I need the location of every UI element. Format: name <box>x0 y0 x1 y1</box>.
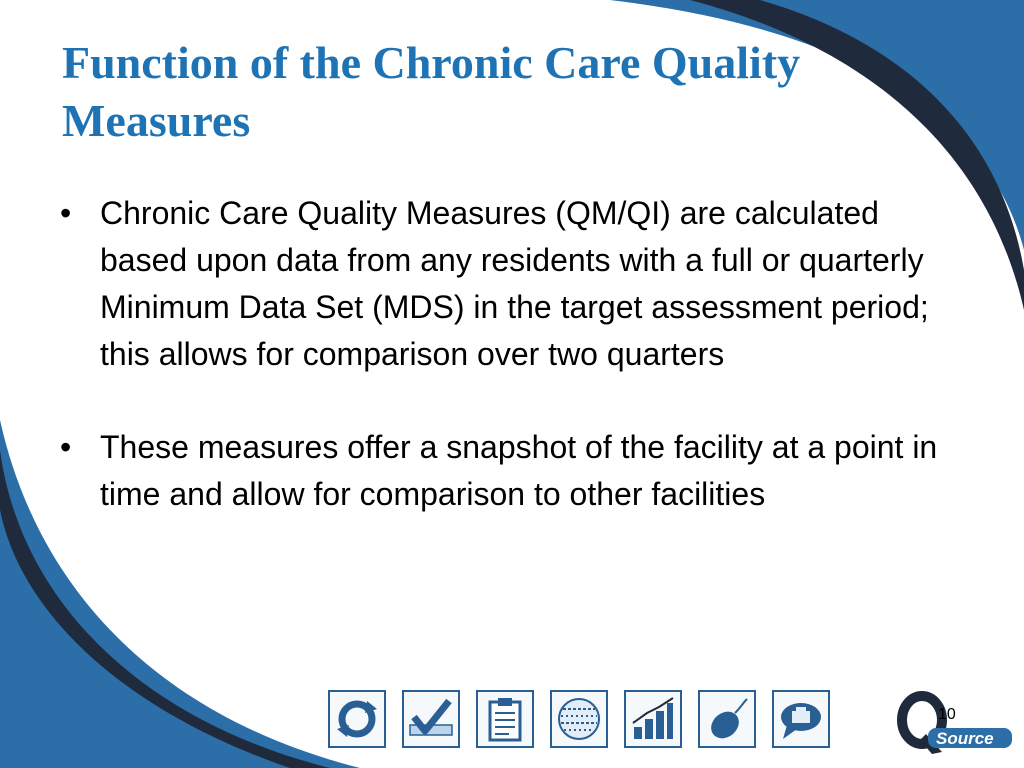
bullet-item <box>60 190 940 378</box>
bullet-list <box>60 190 940 518</box>
clipboard-button[interactable] <box>476 690 534 748</box>
bullet-text: Chronic Care Quality Measures (QM/QI) are calculated based upon data from any residents with a full or quarterly Minimum Data Set (MDS) in the target assessment period; this allows for comparison over two quarters <box>100 195 929 372</box>
checkmark-ruler-button[interactable] <box>402 690 460 748</box>
cycle-arrows-button[interactable] <box>328 690 386 748</box>
bullet-item <box>60 424 940 518</box>
bar-chart-button[interactable] <box>624 690 682 748</box>
q-source-logo <box>896 690 1016 756</box>
cycle-arrows-icon <box>333 695 381 743</box>
mouse-icon <box>703 695 751 743</box>
icon-toolbar <box>328 690 846 748</box>
checkmark-ruler-icon <box>407 695 455 743</box>
bullet-marker: • <box>60 195 72 231</box>
speech-bubble-icon <box>777 695 825 743</box>
svg-text:Source: Source <box>936 729 994 748</box>
bar-chart-icon <box>629 695 677 743</box>
slide-title: Function of the Chronic Care Quality Measures <box>62 37 801 146</box>
page-number: 10 <box>938 706 956 723</box>
clipboard-icon <box>481 695 529 743</box>
mouse-button[interactable] <box>698 690 756 748</box>
speech-bubble-button[interactable] <box>772 690 830 748</box>
binary-data-button[interactable] <box>550 690 608 748</box>
binary-data-icon <box>555 695 603 743</box>
bullet-marker: • <box>60 429 72 465</box>
bullet-text: These measures offer a snapshot of the facility at a point in time and allow for comparison to other facilities <box>100 429 938 512</box>
